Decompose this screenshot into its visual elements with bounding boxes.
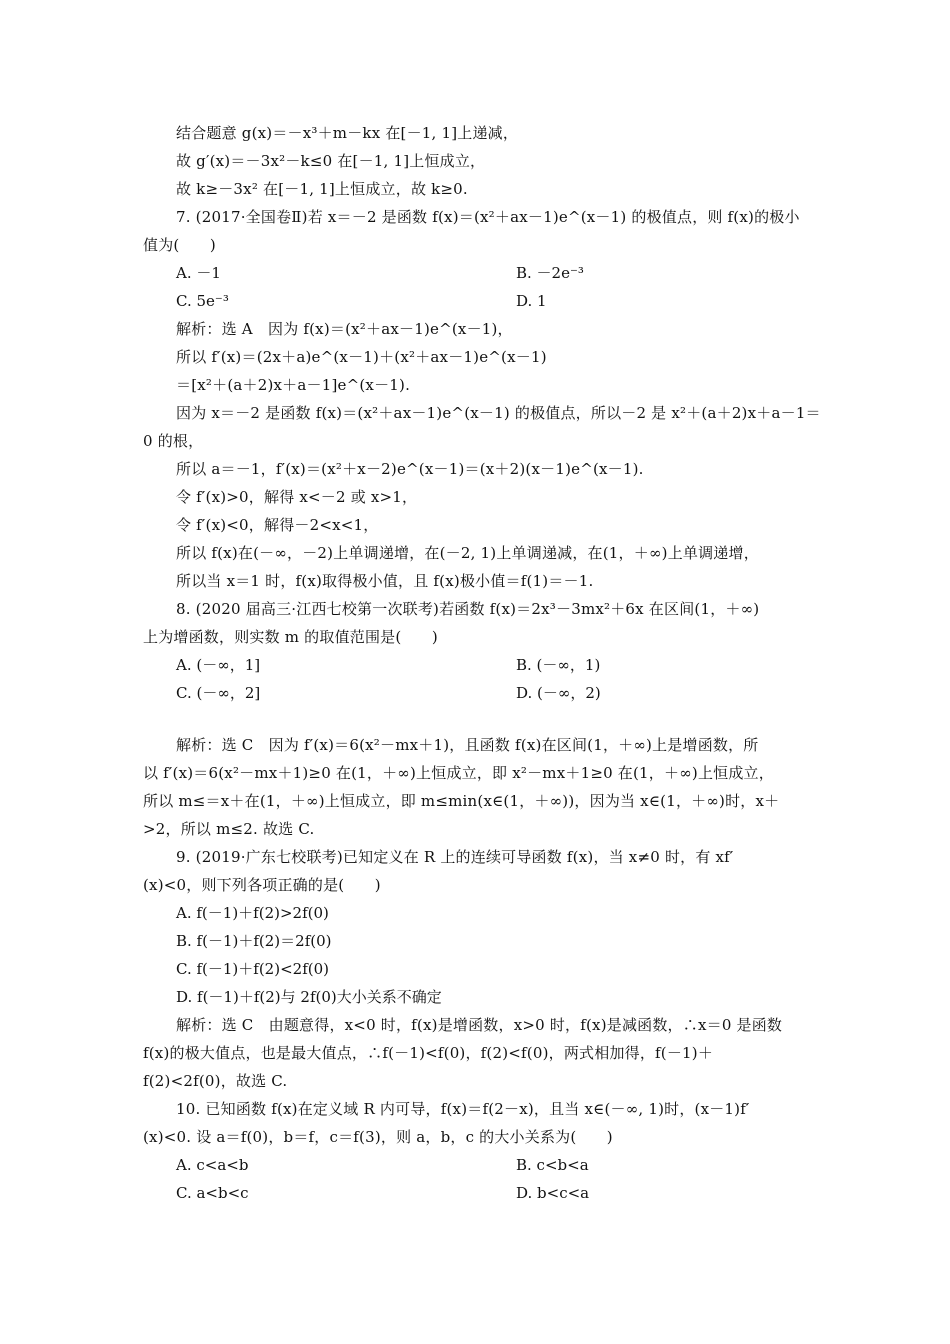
text-line: 令 f′(x)<0，解得－2<x<1，: [176, 516, 379, 534]
text-line: (x)<0. 设 a＝f(0)，b＝f，c＝f(3)，则 a，b，c 的大小关系为( ): [143, 1128, 613, 1146]
text-line: 0 的根，: [143, 432, 204, 450]
question-8: 8. (2020 届高三·江西七校第一次联考)若函数 f(x)＝2x³－3mx²＋6x 在区间(1，＋∞): [176, 600, 760, 618]
text-line: 所以当 x＝1 时，f(x)取得极小值，且 f(x)极小值＝f(1)＝－1.: [176, 572, 594, 590]
option-a: A. f(－1)＋f(2)>2f(0): [176, 904, 329, 922]
text-line: 因为 x＝－2 是函数 f(x)＝(x²＋ax－1)e^(x－1) 的极值点，所以－2 是 x²＋(a＋2)x＋a－1＝: [176, 404, 821, 422]
text-line: 所以 f′(x)＝(2x＋a)e^(x－1)＋(x²＋ax－1)e^(x－1): [176, 348, 547, 366]
text-line: 所以 a＝－1，f′(x)＝(x²＋x－2)e^(x－1)＝(x＋2)(x－1)e^(x－1).: [176, 460, 644, 478]
option-c: C. 5e⁻³: [176, 292, 229, 310]
text-line: f(x)的极大值点，也是最大值点，∴f(－1)<f(0)，f(2)<f(0)，两式相加得，f(－1)＋: [143, 1044, 714, 1062]
option-d: D. f(－1)＋f(2)与 2f(0)大小关系不确定: [176, 988, 442, 1006]
option-b: B. f(－1)＋f(2)＝2f(0): [176, 932, 332, 950]
option-c: C. a<b<c: [176, 1184, 249, 1202]
question-9: 9. (2019·广东七校联考)已知定义在 R 上的连续可导函数 f(x)，当 x≠0 时，有 xf′: [176, 848, 734, 866]
text-line: 故 g′(x)＝－3x²－k≤0 在[－1, 1]上恒成立，: [176, 152, 486, 170]
option-a: A. －1: [176, 264, 221, 282]
solution: 解析：选 A 因为 f(x)＝(x²＋ax－1)e^(x－1)，: [176, 320, 513, 338]
question-10: 10. 已知函数 f(x)在定义域 R 内可导，f(x)＝f(2－x)，且当 x∈(－∞, 1)时，(x－1)f′: [176, 1100, 750, 1118]
option-b: B. －2e⁻³: [516, 264, 584, 282]
solution: 解析：选 C 由题意得，x<0 时，f(x)是增函数，x>0 时，f(x)是减函数，∴x＝0 是函数: [176, 1016, 783, 1034]
option-c: C. f(－1)＋f(2)<2f(0): [176, 960, 329, 978]
option-b: B. c<b<a: [516, 1156, 589, 1174]
text-line: (x)<0，则下列各项正确的是( ): [143, 876, 381, 894]
option-a: A. c<a<b: [176, 1156, 249, 1174]
text-line: 故 k≥－3x² 在[－1, 1]上恒成立，故 k≥0.: [176, 180, 468, 198]
option-d: D. (－∞，2): [516, 684, 601, 702]
question-7: 7. (2017·全国卷Ⅱ)若 x＝－2 是函数 f(x)＝(x²＋ax－1)e^(x－1) 的极值点，则 f(x)的极小: [176, 208, 800, 226]
text-line: >2，所以 m≤2. 故选 C.: [143, 820, 315, 838]
text-line: 以 f′(x)＝6(x²－mx＋1)≥0 在(1，＋∞)上恒成立，即 x²－mx＋1≥0 在(1，＋∞)上恒成立，: [143, 764, 774, 782]
text-line: 所以 m≤＝x＋在(1，＋∞)上恒成立，即 m≤min(x∈(1，＋∞))，因为当 x∈(1，＋∞)时，x＋: [143, 792, 780, 810]
option-d: D. b<c<a: [516, 1184, 590, 1202]
text-line: 令 f′(x)>0，解得 x<－2 或 x>1，: [176, 488, 418, 506]
text-line: f(2)<2f(0)，故选 C.: [143, 1072, 288, 1090]
option-b: B. (－∞，1): [516, 656, 601, 674]
text-line: 上为增函数，则实数 m 的取值范围是( ): [143, 628, 438, 646]
option-a: A. (－∞，1]: [176, 656, 261, 674]
solution: 解析：选 C 因为 f′(x)＝6(x²－mx＋1)，且函数 f(x)在区间(1，＋∞)上是增函数，所: [176, 736, 759, 754]
text-line: 所以 f(x)在(－∞，－2)上单调递增，在(－2, 1)上单调递减，在(1，＋∞)上单调递增，: [176, 544, 759, 562]
text-line: 结合题意 g(x)＝－x³＋m－kx 在[－1, 1]上递减，: [176, 124, 519, 142]
text-line: ＝[x²＋(a＋2)x＋a－1]e^(x－1).: [176, 376, 411, 394]
option-d: D. 1: [516, 292, 547, 310]
option-c: C. (－∞，2]: [176, 684, 261, 702]
text-line: 值为( ): [143, 236, 216, 254]
